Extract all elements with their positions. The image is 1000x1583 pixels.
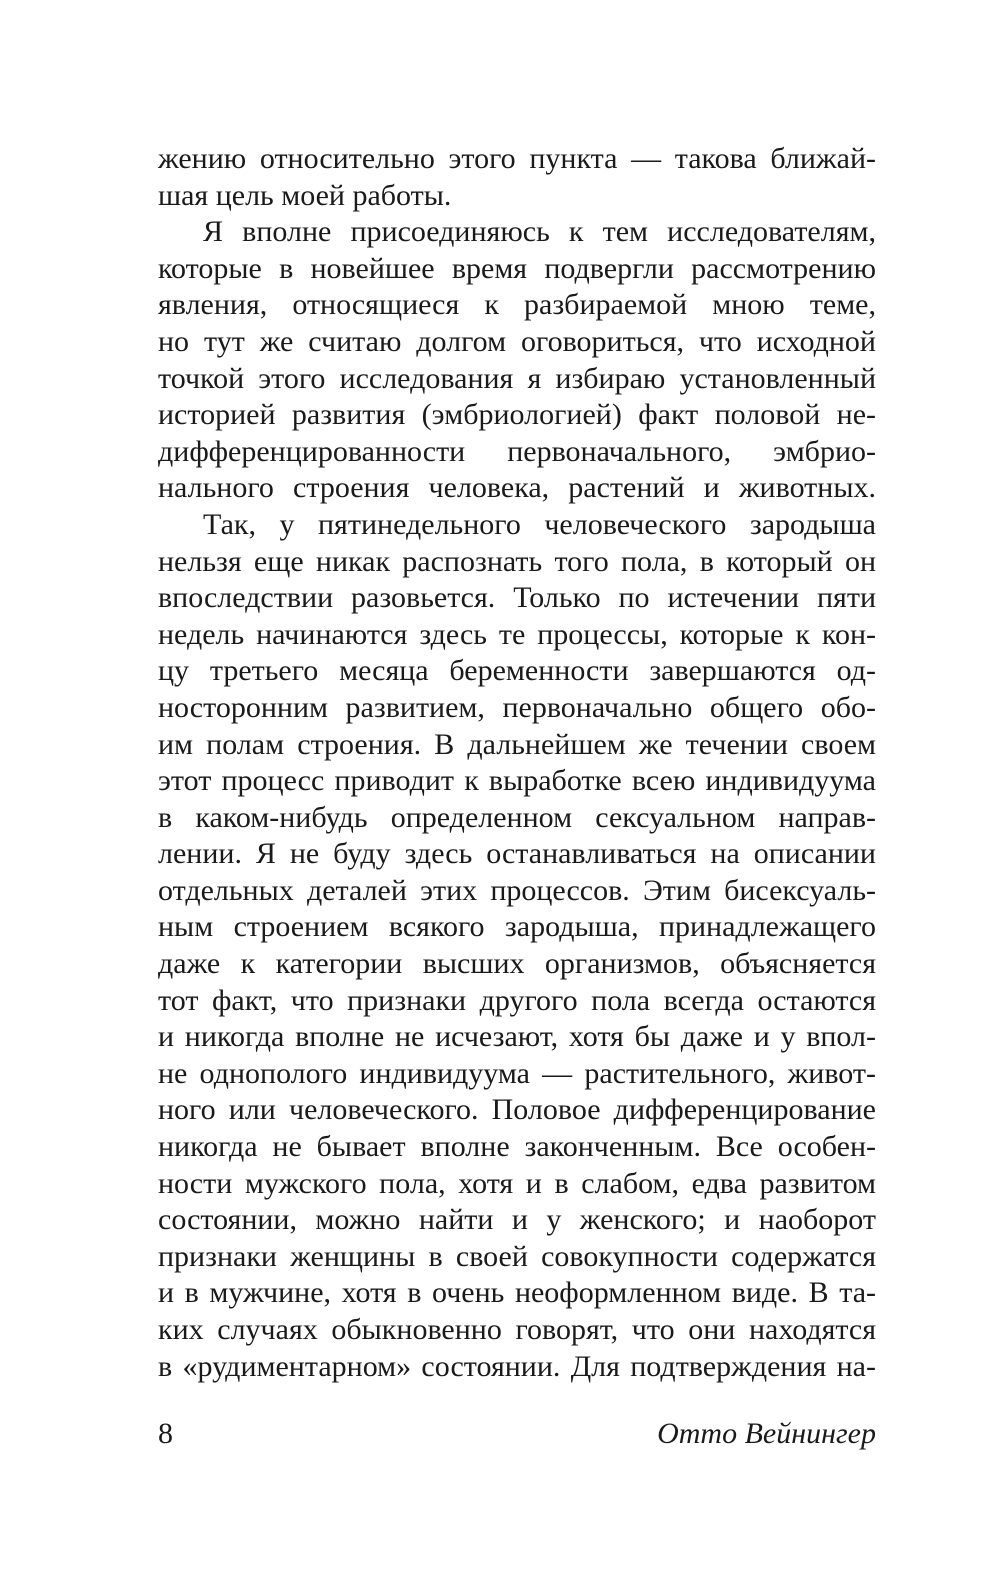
text-line: историей развития (эмбриологией) факт половой не- (158, 398, 876, 432)
body-text (158, 141, 876, 1385)
text-line: цу третьего месяца беременности завершаются од- (158, 654, 876, 688)
text-line: им полам строения. В дальнейшем же течении своем (158, 727, 876, 761)
text-line: этот процесс приводит к выработке всею индивидуума (158, 764, 876, 798)
text-line: Я вполне присоединяюсь к тем исследователям, (203, 215, 876, 249)
page-footer (158, 1414, 876, 1454)
text-line: ного или человеческого. Половое дифференцирование (158, 1093, 876, 1127)
text-line: в каком-нибудь определенном сексуальном направ- (158, 800, 876, 834)
text-line: шая цель моей работы. (158, 178, 452, 212)
text-line: лении. Я не буду здесь останавливаться на описании (158, 837, 876, 871)
text-line: нального строения человека, растений и животных. (158, 471, 876, 505)
text-line: не однополого индивидуума — растительного, живот- (158, 1056, 876, 1090)
text-line: ным строением всякого зародыша, принадлежащего (158, 910, 876, 944)
text-line: впоследствии разовьется. Только по истечении пяти (158, 581, 876, 615)
page-number: 8 (158, 1417, 173, 1450)
text-line: тот факт, что признаки другого пола всегда остаются (158, 983, 876, 1017)
text-line: даже к категории высших организмов, объясняется (158, 947, 876, 981)
text-line: в «рудиментарном» состоянии. Для подтверждения на- (158, 1349, 876, 1383)
text-line: нельзя еще никак распознать того пола, в который он (158, 544, 876, 578)
text-line: состоянии, можно найти и у женского; и наоборот (158, 1203, 876, 1237)
text-line: признаки женщины в своей совокупности содержатся (158, 1239, 876, 1273)
text-line: точкой этого исследования я избираю установленный (158, 361, 876, 395)
paragraph-3 (158, 507, 876, 1385)
text-line: никогда не бывает вполне законченным. Все особен- (158, 1130, 876, 1164)
text-line: но тут же считаю долгом оговориться, что исходной (158, 324, 876, 358)
running-footer-author: Отто Вейнингер (657, 1417, 876, 1450)
text-line: которые в новейшее время подвергли рассмотрению (158, 251, 876, 285)
text-line: явления, относящиеся к разбираемой мною теме, (158, 288, 876, 322)
text-line: ких случаях обыкновенно говорят, что они находятся (158, 1313, 876, 1346)
text-line: и никогда вполне не исчезают, хотя бы даже и у впол- (158, 1020, 876, 1054)
text-line: недель начинаются здесь те процессы, которые к кон- (158, 617, 876, 651)
text-line: жению относительно этого пункта — такова ближай- (158, 142, 876, 175)
text-line: отдельных деталей этих процессов. Этим бисексуаль- (158, 873, 876, 907)
text-line: дифференцированности первоначального, эмбрио- (158, 434, 876, 468)
text-line: носторонним развитием, первоначально общего обо- (158, 690, 876, 724)
text-line: Так, у пятинедельного человеческого зародыша (203, 507, 876, 541)
text-line: ности мужского пола, хотя и в слабом, едва развитом (158, 1166, 876, 1200)
text-line: и в мужчине, хотя в очень неоформленном виде. В та- (158, 1276, 876, 1310)
paragraph-1 (158, 141, 876, 214)
paragraph-2 (158, 214, 876, 507)
